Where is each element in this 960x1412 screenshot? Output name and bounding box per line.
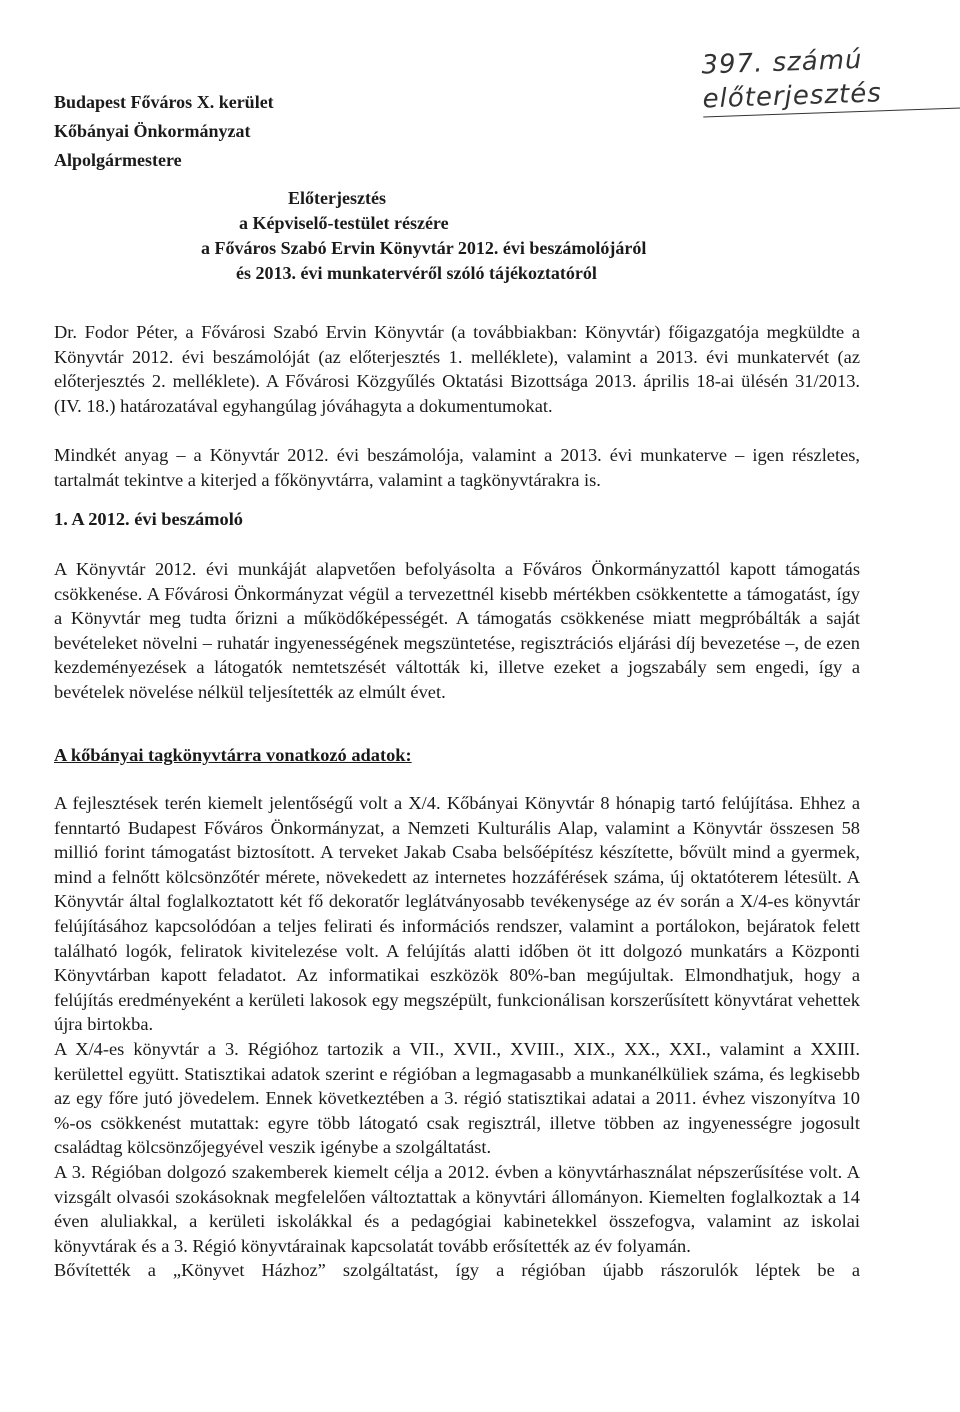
title-line-2: a Képviselő-testület részére	[239, 213, 449, 233]
section-2-heading: A kőbányai tagkönyvtárra vonatkozó adatok:	[54, 745, 412, 765]
intro-paragraph: Dr. Fodor Péter, a Fővárosi Szabó Ervin Könyvtár (a továbbiakban: Könyvtár) főigazgatója megküldte a Könyvtár 2012. évi beszámolóját (az előterjesztés 1. melléklete), valamint a 2013. évi munkatervét (az előterjesztés 2. melléklete). A Fővárosi Közgyűlés Oktatási Bizottsága 2013. április 18-ai ülésén 31/2013. (IV. 18.) határozatával egyhangúlag jóváhagyta a dokumentumokat.	[54, 322, 860, 416]
handwritten-note: 397. számú előterjesztés	[701, 40, 960, 118]
document-title	[0, 186, 960, 286]
section-2-body	[54, 791, 860, 1283]
paragraph-goals: A 3. Régióban dolgozó szakemberek kiemelt célja a 2012. évben a könyvtárhasználat népszerűsítése volt. A vizsgált olvasói szokásoknak megfelelően változtattak a könyvtári állományon. Kiemelten foglalkoztak a 14 éven aluliakkal, a kerületi iskolákkal és a pedagógiai kabinetekkel összefogva, valamint az iskolai könyvtárak és a 3. Régió könyvtárainak kapcsolatát tovább erősítették az év folyamán.	[54, 1161, 860, 1256]
sender-line-2: Kőbányai Önkormányzat	[54, 121, 251, 141]
title-line-4: és 2013. évi munkatervéről szóló tájékoztatóról	[236, 263, 597, 283]
section-1-heading: 1. A 2012. évi beszámoló	[54, 509, 244, 529]
sender-block	[54, 88, 274, 175]
sender-line-3: Alpolgármestere	[54, 150, 182, 170]
summary-paragraph: Mindkét anyag – a Könyvtár 2012. évi beszámolója, valamint a 2013. évi munkaterve – igen részletes, tartalmát tekintve a kiterjed a főkönyvtárra, valamint a tagkönyvtárakra is.	[54, 445, 860, 490]
paragraph-renovation: A fejlesztések terén kiemelt jelentőségű volt a X/4. Kőbányai Könyvtár 8 hónapig tartó felújítása. Ehhez a fenntartó Budapest Főváros Önkormányzat, a Nemzeti Kulturális Alap, valamint a Könyvtár összesen 58 millió forint támogatást biztosított. A terveket Jakab Csaba belsőépítész készítette, bővült mind a gyermek, mind a felnőtt kölcsönzőtér mérete, növekedett az internetes hozzáférések száma, új oktatóterem létesült. A Könyvtár által foglalkoztatott két fő dekoratőr leglátványosabb tevékenysége az év során a X/4-es könyvtár felújításához kapcsolódóan a teljes felirati és információs rendszer, valamint a portálokon, bejáratok felett található logók, feliratok kivitelezése volt. A felújítás alatti időben öt itt dolgozó munkatárs a Központi Könyvtárban kapott feladatot. Az informatikai eszközök 80%-ban megújultak. Elmondhatjuk, hogy a felújítás eredményeként a kerületi lakosok egy megszépült, funkcionálisan korszerűsített könyvtárat vehettek újra birtokba.	[54, 793, 860, 1035]
title-line-1: Előterjesztés	[288, 188, 386, 208]
title-line-3: a Főváros Szabó Ervin Könyvtár 2012. évi beszámolójáról	[201, 238, 647, 258]
paragraph-region: A X/4-es könyvtár a 3. Régióhoz tartozik a VII., XVII., XVIII., XIX., XX., XXI., valamint a XXIII. kerülettel együtt. Statisztikai adatok szerint e régióban a legmagasabb a munkanélküliek száma, és legkisebb az egy főre jutó jövedelem. Ennek következtében a 3. régió statisztikai adatai a 2011. évhez viszonyítva 10 %-os csökkenést mutattak: egyre több látogató csak regisztrál, illetve többen az ingyenességre jogosult családtag kölcsönzőjegyével veszik igénybe a szolgáltatást.	[54, 1038, 860, 1158]
section-1-paragraph: A Könyvtár 2012. évi munkáját alapvetően befolyásolta a Főváros Önkormányzattól kapott támogatás csökkenése. A Fővárosi Önkormányzat végül a tervezettnél kisebb mértékben csökkentette a támogatást, így a Könyvtár meg tudta őrizni a működőképességét. A támogatás csökkenése miatt megpróbálták a saját bevételeket növelni – ruhatár ingyenességének megszüntetése, regisztrációs eljárási díj bevezetése –, de ezen kezdeményezések a látogatók nemtetszését váltották ki, illetve ezeket a jogszabály sem engedi, így a bevételek növelése nélkül teljesítették az elmúlt évet.	[54, 559, 860, 702]
sender-line-1: Budapest Főváros X. kerület	[54, 92, 274, 112]
paragraph-home-delivery: Bővítették a „Könyvet Házhoz” szolgáltatást, így a régióban újabb rászorulók léptek be a	[54, 1260, 860, 1281]
